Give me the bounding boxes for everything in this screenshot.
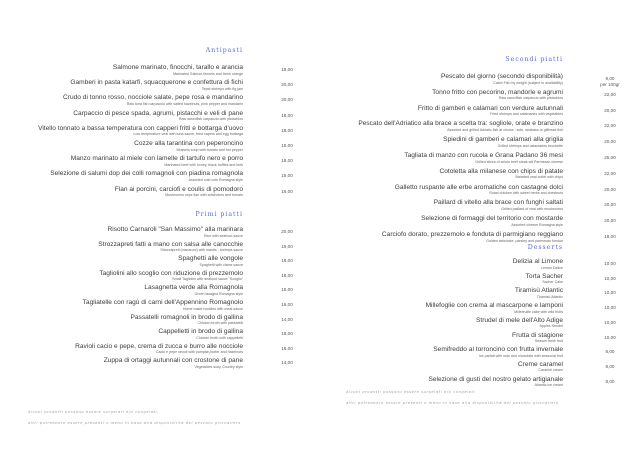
menu-item [443,136,563,149]
dish-price: 19,00 [281,67,293,72]
dish-name: Cotoletta alla milanese con chips di patate [439,167,563,175]
dish-name: Spiedini di gamberi e calamari alla griglia [443,136,563,144]
dish-price: 9,00 [605,76,615,81]
menu-item [71,155,243,168]
dish-price: 18,00 [604,234,616,239]
dish-description: Small Tagliolini with seafood sauce "Scoglio" [172,277,243,282]
menu-item [513,258,563,271]
dish-price: 18,00 [281,112,293,118]
dish-price: 18,00 [281,158,293,164]
menu-item [107,226,243,239]
menu-item [432,89,563,102]
dish-description: Strozzapreti (macaroni) with mantis - shrimps sauce [160,248,243,253]
dish-price: 20,00 [604,139,616,145]
dish-description: Mushrooms ceps flan with artichokes and tomato [165,193,243,198]
menu-item [518,361,563,374]
dish-name: Selezione di gusti del nostro gelato artigianale [428,375,563,383]
dish-name: Pescato del giorno (secondo disponibilità) [440,73,563,80]
section-title-primi: Primi piatti [195,211,243,218]
dish-description: Vegetables soup Country style [194,364,243,369]
dish-description: Cacio e pepe ravioli with pumpkin,butter and hazelnuts [155,350,243,355]
footer-note-left-line1: Alcuni prodotti possono essere surgelati e/o congelati, [28,410,159,414]
dish-price: 16,00 [281,302,293,307]
dish-description: Assorted cold cuts Romagna style [188,177,243,182]
dish-description: Sacher Cake [542,280,563,285]
dish-name: Tonno fritto con pecorino, mandorle e agrumi [432,88,563,96]
dish-price: 10,00 [604,319,616,325]
menu-item [144,284,243,297]
menu-item [50,170,243,183]
menu-item [476,317,563,330]
dish-price: 20,00 [281,82,293,88]
dish-price: 10,00 [604,290,616,296]
dish-price: 14,00 [281,360,293,366]
dish-price: 20,00 [281,97,293,103]
dish-name: Tagliatelle con ragù di carni dell'Appennino Romagnolo [82,299,243,306]
dish-name: Strozzapreti fatti a mano con salsa alle canocchie [98,240,243,248]
menu-item [178,255,243,268]
dish-description: Tiramisù Atlantic [536,294,563,299]
menu-item [512,332,563,345]
dish-name: Delizia al Limone [512,258,563,265]
dish-description: Green lasagna Romagna style [194,291,243,296]
menu-item [38,125,243,138]
dish-price: 10,00 [604,305,616,311]
menu-item [99,270,243,283]
dish-name: Torta Sacher [525,272,563,280]
dish-price: 18,00 [281,173,293,179]
dish-description: Raw swordfish carpaccio with pistachios [178,117,243,122]
dish-description: Grilled paillard of veal with mushrooms [501,206,563,211]
dish-price: 10,00 [604,275,616,281]
dish-price: 16,00 [281,143,293,148]
dish-description: Assorted and grilled Adriatic fish at choice : sole, seabass or gilthead fish [447,127,563,132]
dish-description: Low temperature veal with tuna sauce, fried capers and egg bottarga [133,132,243,137]
dish-description: Roast chicken with sweet herbs and chestnuts [489,191,563,196]
menu-item [113,64,243,77]
dish-description: Breaded veal cutlet with chips [515,175,563,180]
dish-name: Semifreddo al torroncino con frutta invernale [433,346,563,354]
dish-name: Cappelletti in brodo di gallina [158,328,243,336]
dish-description: Tepid shrimps with fig jam [201,86,243,91]
menu-item [70,79,243,92]
dish-name: Ravioli cacio e pepe, crema di zucca e burro alle nocciole [75,342,243,350]
dish-name: Frutta di stagione [512,331,563,339]
dish-price: 20,00 [604,218,616,224]
menu-item [441,73,563,86]
dish-name: Tagliolini allo scoglio con riduzione di prezzemolo [99,269,243,277]
dish-description: Season fresh fruit [534,339,563,344]
dish-description: Millefeuille cake with wild fruits [514,309,563,314]
dish-price: 16,00 [281,345,293,351]
dish-price: 20,00 [604,202,616,208]
dish-price: 8,00 [605,363,615,369]
dish-description: Apples Strudel [539,324,563,329]
menu-item [98,241,243,254]
menu-item [395,184,563,197]
dish-description: Mussels soup with tomato and hot pepper [176,147,243,152]
section-title-secondi: Secondi piatti [505,56,563,63]
dish-name: Passatelli romagnoli in brodo di gallina [130,313,243,321]
dish-price: 14,00 [281,316,293,322]
dish-description: Chicken broth with passatelli [197,321,243,326]
dish-description: Fried shrimps and calamaries with vegetables [490,112,563,117]
dish-description: Grilled slices of sirloin beef steak wit Parmesan cheese [475,159,563,164]
dish-name: Gamberi in pasta katarfi, squacquerone e confettura di fichi [70,79,243,87]
menu-item [63,94,243,107]
menu-item [83,299,243,312]
section-title-antipasti: Antipasti [205,47,243,54]
dish-description: Raw swordfish carpaccio with pistachios [498,96,563,101]
dish-name: Creme caramel [517,360,563,368]
dish-name: Vitello tonnato a bassa temperatura con capperi fritti e bottarga d'uovo [38,124,243,132]
dish-name: Manzo marinato al miele con lamelle di tartufo nero e porro [70,155,243,163]
menu-item [115,186,243,199]
dish-name: Strudel di mele dell'Alto Adige [475,316,563,324]
dish-name: Risotto Carnaroli "San Massimo" alla marinara [107,226,243,233]
menu-item [428,376,563,389]
footer-note-right-line2: altri potrebbero essere presenti o meno in base alla disponibilità del pescato giornaliero [346,401,559,405]
dish-description: Atlantic ice cream [534,383,563,388]
menu-item [358,120,563,133]
menu-item [515,287,563,300]
price-unit: per 100gr [600,82,620,87]
dish-description: Grilled shrimps and calamaries brochette [497,143,563,148]
dish-price: 18,00 [281,272,293,278]
dish-price: 22,00 [604,123,616,129]
dish-price: 16,00 [281,188,293,194]
dish-name: Galletto ruspante alle erbe aromatiche con castagne dolci [394,183,563,191]
dish-description: Catch Fish by weight (subject to availability) [493,80,563,85]
dish-price: 16,00 [281,287,293,293]
dish-description: Marinated Salmon,fennels and fresh orange [173,71,243,76]
dish-price: 25,00 [604,155,616,160]
dish-name: Crudo di tonno rosso, nocciole salate, pepe rosa e mandarino [63,94,243,102]
menu-item [382,231,563,244]
dish-name: Carciofo dorato, prezzemolo e fonduta di parmigiano reggiano [381,231,563,238]
dish-name: Pescato dell'Adriatico alla brace a scelta tra: sogliole, orate e branzino [358,120,563,128]
section-title-desserts: Desserts [527,244,563,251]
menu-item [73,110,243,123]
menu-item [104,357,243,370]
dish-price: 20,00 [604,107,616,113]
dish-description: Raw tuna fish carpaccio with salted hazelnuts, pink pepper and mandarin [126,101,243,106]
menu-item [418,105,563,118]
dish-price: 10,00 [604,334,616,340]
menu-item [434,199,563,212]
dish-name: Tiramisù Atlantic [514,287,563,295]
dish-name: Salmone marinato, finocchi, tarallo e arancia [112,64,243,71]
footer-note-left-line2: altri potrebbero essere presenti o meno in base alla disponibilità del pescato giornaliero [28,421,241,425]
dish-name: Cozze alla tarantina con peperoncino [134,140,243,147]
menu-item [421,215,563,228]
menu-item [439,168,563,181]
dish-name: Paillard di vitello alla brace con funghi saltati [433,199,563,207]
dish-price: 18,00 [281,331,293,337]
dish-price: 22,00 [604,170,616,176]
dish-description: Marinated beef with honey, black truffles and leek [164,162,243,167]
dish-price: 22,00 [604,91,616,97]
dish-price: 20,00 [604,186,616,192]
menu-item [130,314,243,327]
footer-note-right-line1: Alcuni prodotti possono essere surgelati e/o congelati, [346,390,477,394]
dish-name: Carpaccio di pesce spada, agrumi, pistacchi e veli di pane [73,109,243,117]
dish-name: Zuppa di ortaggi autunnali con crostone di pane [103,357,243,365]
menu-item [526,273,563,286]
dish-description: Lemon Delice [541,265,563,270]
dish-description: Chicken broth with cappelletti [196,335,243,340]
dish-description: Caramel cream [538,368,563,373]
dish-description: Assorted cheese Romagna style [511,222,563,227]
dish-name: Spaghetti alle vongole [178,255,243,263]
dish-name: Lasagnetta verde alla Romagnola [144,284,243,292]
menu-item [158,328,243,341]
menu-item [404,152,563,165]
menu-item [426,302,563,315]
dish-name: Fritto di gamberi e calamari con verdure autunnali [417,104,563,112]
menu-item [433,346,563,359]
dish-price: 18,00 [281,258,293,264]
dish-name: Selezione di formaggi del territorio con mostarde [421,215,563,223]
dish-price: 8,00 [605,349,615,355]
menu-item [134,140,243,153]
dish-description: Golden artichoke, parsley and parmesan fondue [486,238,563,243]
dish-name: Flan ai porcini, carciofi e coulis di pomodoro [114,185,243,193]
dish-description: Rice with seafood sauce [204,233,243,238]
menu-item [75,343,243,356]
dish-description: Ice parfait with nuts and chocolate with seasonal fruit [478,353,563,358]
dish-price: 20,00 [281,229,293,234]
dish-description: Home made noodles with meat sauce [182,306,243,311]
dish-name: Tagliata di manzo con rucola e Grana Padano 36 mesi [404,152,563,159]
dish-price: 10,00 [604,261,616,266]
dish-name: Millefoglie con crema al mascarpone e lamponi [425,302,563,310]
dish-name: Selezione di salumi dop dei colli romagnoli con piadina romagnola [50,170,243,178]
dish-price: 8,00 [605,378,615,384]
dish-price: 18,00 [281,127,293,133]
dish-price: 19,00 [281,243,293,249]
dish-description: Spaghetti with clams sauce [199,262,243,267]
